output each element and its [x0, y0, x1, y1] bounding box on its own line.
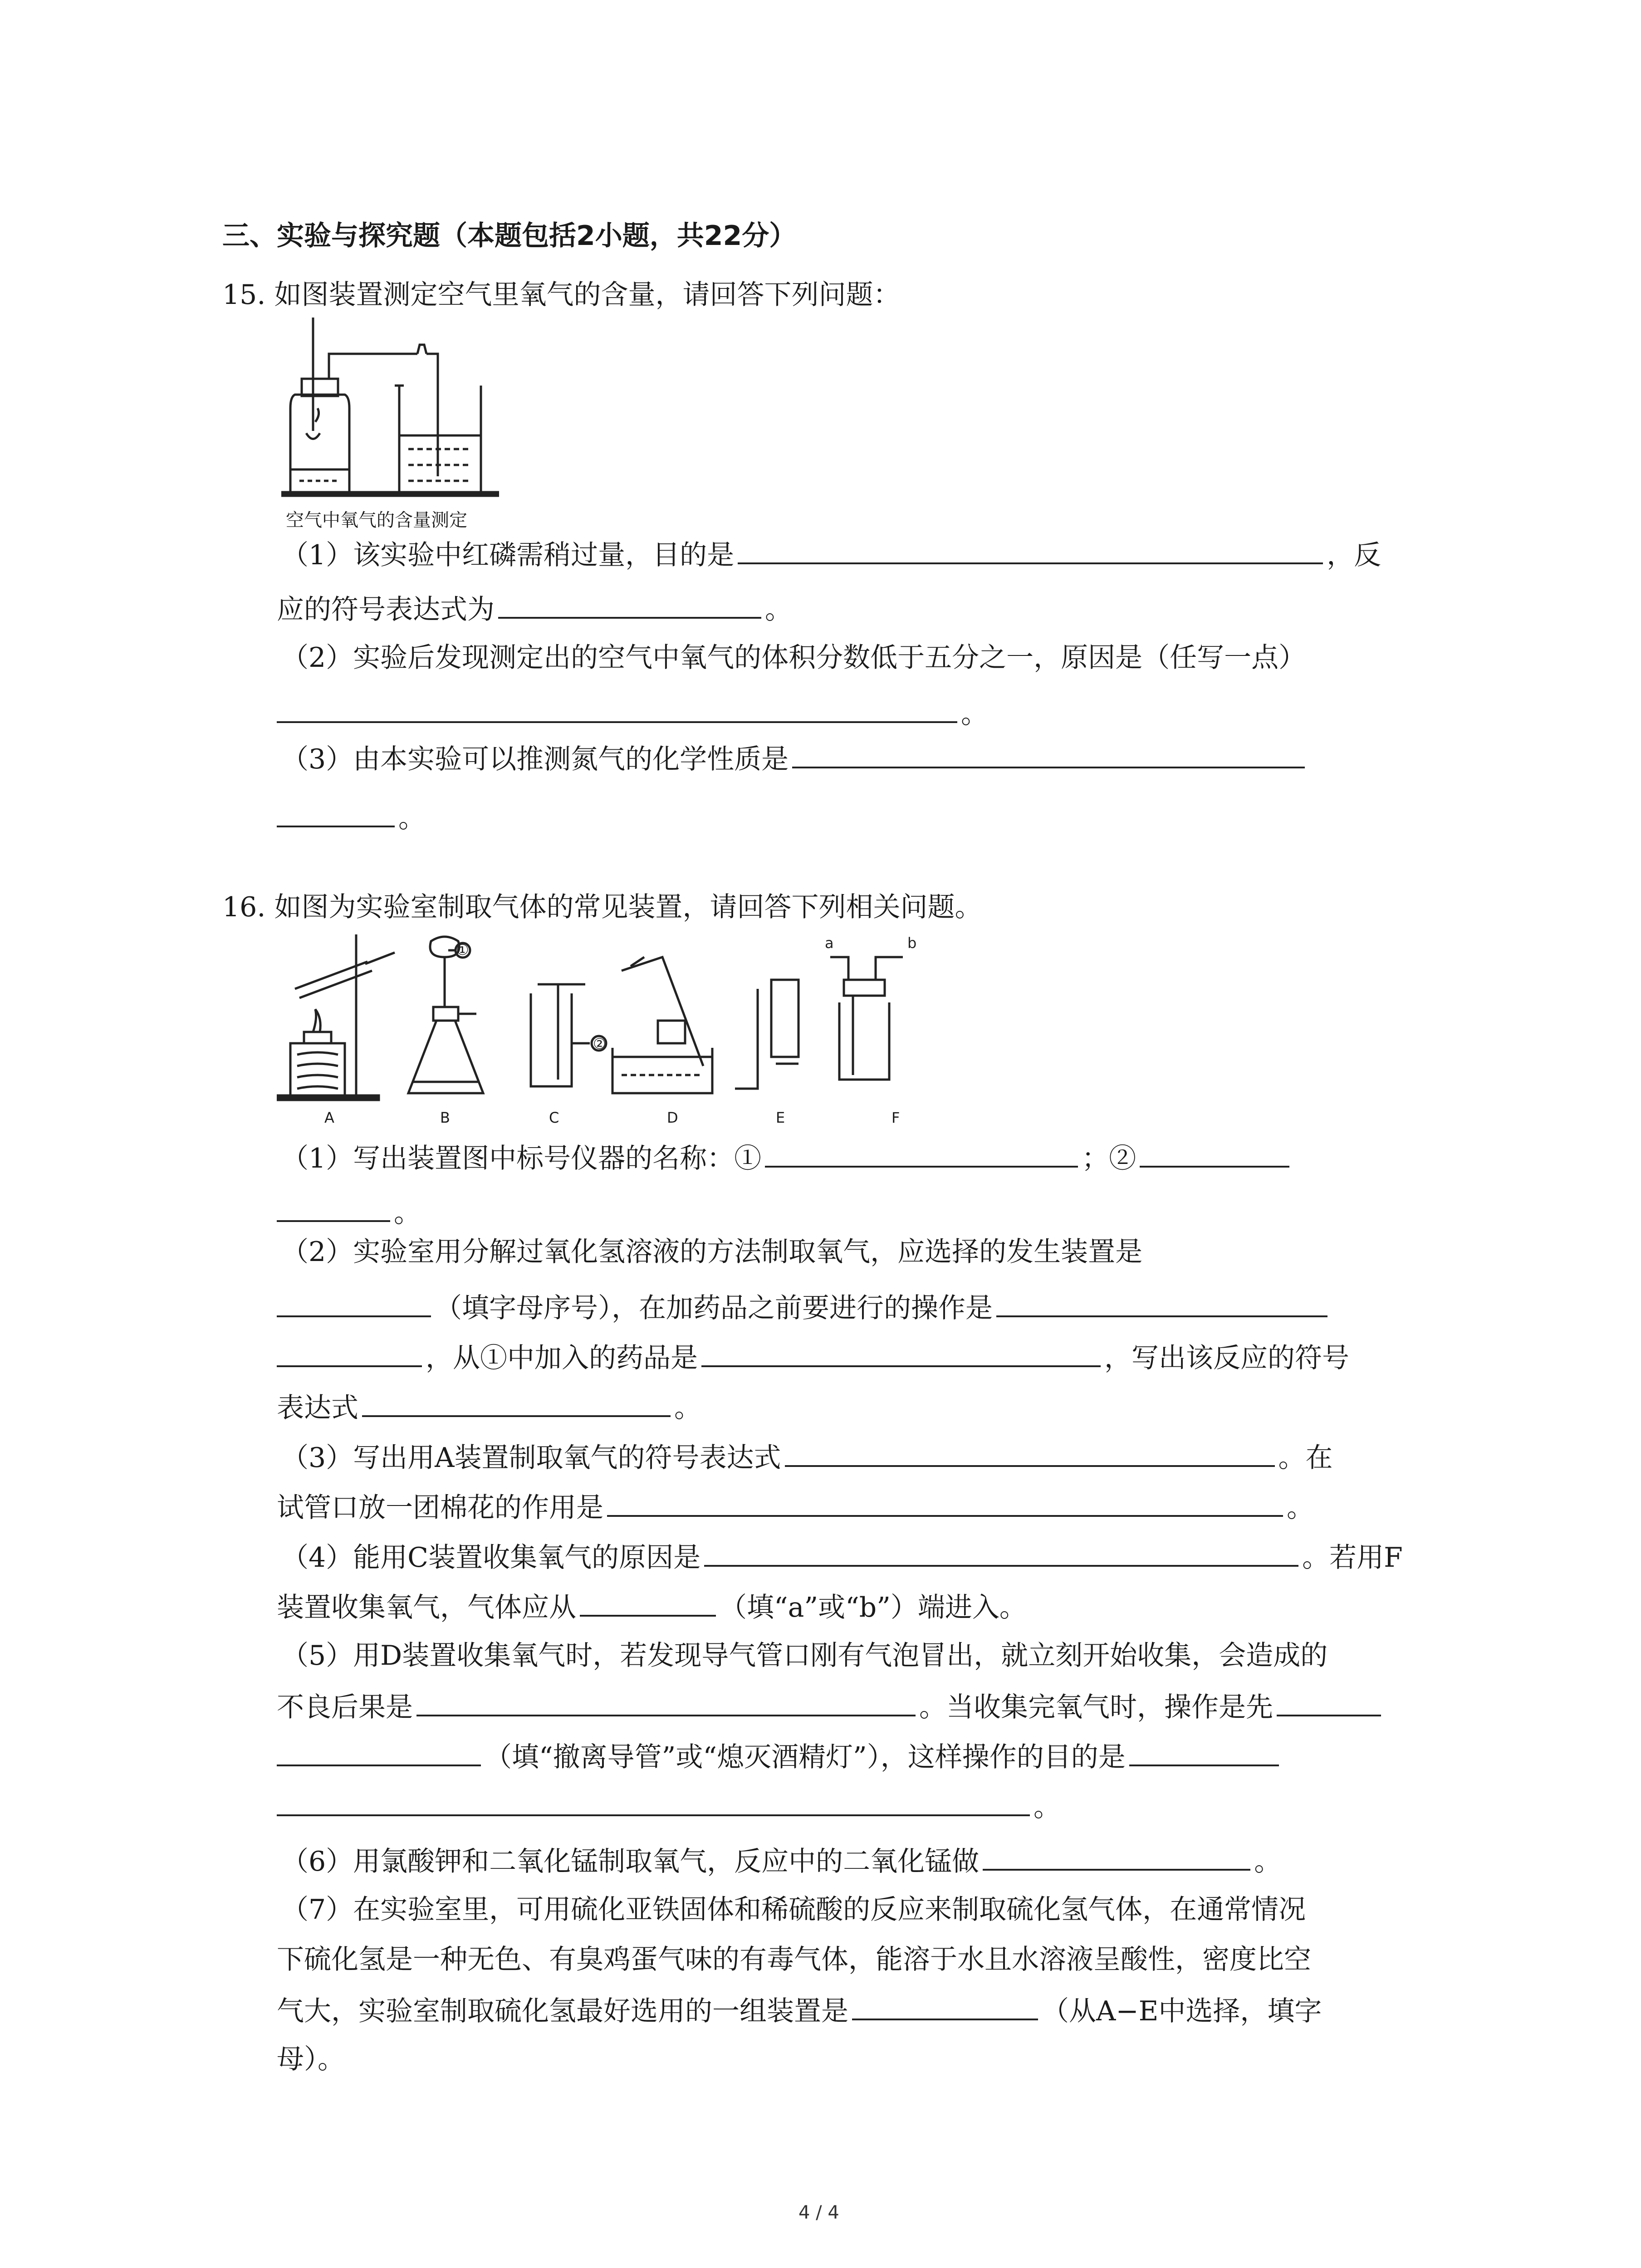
q16-part3-end: 。: [1287, 1492, 1314, 1524]
q16-part2-end: 。: [674, 1392, 701, 1424]
q15-part3-line1: [281, 739, 1308, 777]
answer-blank[interactable]: [785, 1438, 1275, 1467]
q15-part3-text: （3）由本实验可以推测氮气的化学性质是: [281, 743, 789, 775]
answer-blank[interactable]: [1277, 1687, 1381, 1716]
answer-blank[interactable]: [607, 1488, 1283, 1517]
answer-blank[interactable]: [983, 1842, 1250, 1871]
page-number: 4 / 4: [798, 2202, 839, 2223]
q16-part6-text: （6）用氯酸钾和二氧化锰制取氧气，反应中的二氧化锰做: [281, 1846, 980, 1877]
answer-blank[interactable]: [277, 1288, 431, 1317]
section-title: 三、实验与探究题（本题包括2小题，共22分）: [222, 220, 797, 252]
fig-label-e: E: [776, 1109, 785, 1126]
answer-blank[interactable]: [277, 1737, 481, 1766]
q16-part1-end: 。: [394, 1197, 421, 1229]
q15-part1-suffix: ，反: [1327, 539, 1381, 571]
q16-part4-text2: 装置收集氧气，气体应从: [277, 1592, 576, 1623]
q16-part7-line3: [277, 1991, 1322, 2029]
q16-part4-line2: [277, 1588, 1027, 1626]
answer-blank[interactable]: [277, 1338, 422, 1367]
q16-part3-line1: [281, 1438, 1333, 1476]
answer-blank[interactable]: [277, 798, 395, 827]
q16-part4-end: （填“a”或“b”）端进入。: [720, 1592, 1027, 1623]
q16-part2-line4: [277, 1388, 701, 1426]
q16-part5-line2: [277, 1687, 1385, 1725]
q15-part3-end: 。: [398, 802, 426, 834]
answer-blank[interactable]: [580, 1588, 716, 1617]
answer-blank[interactable]: [765, 1139, 1078, 1168]
port-a-label: a: [825, 934, 834, 952]
q16-part5-line3: [277, 1737, 1283, 1775]
answer-blank[interactable]: [852, 1991, 1038, 2020]
answer-blank[interactable]: [1140, 1139, 1289, 1168]
q16-part7-text4: （从A−E中选择，填字: [1042, 1995, 1322, 2027]
q16-part1-line2: [277, 1193, 421, 1231]
q16-part1-mid: ；②: [1082, 1143, 1136, 1174]
port-b-label: b: [907, 934, 917, 952]
q16-part5-text2: 不良后果是: [277, 1691, 413, 1723]
q15-part2-end: 。: [961, 698, 988, 730]
q16-part7-text3: 气大，实验室制取硫化氢最好选用的一组装置是: [277, 1995, 848, 2027]
q16-part2-text3: ，从①中加入的药品是: [426, 1342, 698, 1374]
q15-part2-line2: [277, 694, 988, 732]
answer-blank[interactable]: [701, 1338, 1101, 1367]
q15-figure-caption: 空气中氧气的含量测定: [286, 510, 467, 531]
q16-part2-text2: （填字母序号），在加药品之前要进行的操作是: [435, 1292, 993, 1324]
answer-blank[interactable]: [1129, 1737, 1279, 1766]
q16-part5-text4: （填“撤离导管”或“熄灭酒精灯”），这样操作的目的是: [485, 1741, 1126, 1773]
q16-part6-end: 。: [1254, 1846, 1282, 1877]
q15-part1-end: 。: [765, 594, 792, 626]
answer-blank[interactable]: [277, 694, 957, 723]
q15-part1-line2: [277, 590, 792, 628]
fig-label-c: C: [549, 1109, 559, 1126]
q16-part2-text4: ，写出该反应的符号: [1104, 1342, 1349, 1374]
oxygen-measurement-apparatus-figure: [281, 318, 499, 503]
answer-blank[interactable]: [362, 1388, 671, 1417]
q16-part1-text: （1）写出装置图中标号仪器的名称：①: [281, 1143, 762, 1174]
answer-blank[interactable]: [416, 1687, 916, 1716]
q15-part1-text: （1）该实验中红磷需稍过量，目的是: [281, 539, 735, 571]
fig-mark-2: ②: [593, 1035, 606, 1052]
q15-part3-line2: [277, 798, 426, 836]
fig-label-d: D: [667, 1109, 678, 1126]
fig-label-a: A: [324, 1109, 334, 1126]
fig-label-b: B: [440, 1109, 450, 1126]
gas-preparation-apparatus-figure: [277, 930, 971, 1107]
fig-mark-1: ①: [456, 941, 469, 958]
q16-part5-end: 。: [1034, 1791, 1061, 1823]
q16-part7-line1: （7）在实验室里，可用硫化亚铁固体和稀硫酸的反应来制取硫化氢气体，在通常情况: [281, 1894, 1306, 1926]
q16-part2-line1: （2）实验室用分解过氧化氢溶液的方法制取氧气，应选择的发生装置是: [281, 1236, 1143, 1268]
q15-part1-line1: [281, 535, 1381, 573]
q16-part3-mid: 。在: [1278, 1442, 1333, 1474]
q16-part5-line4: [277, 1787, 1061, 1825]
q16-part3-text2: 试管口放一团棉花的作用是: [277, 1492, 603, 1524]
answer-blank[interactable]: [792, 739, 1305, 768]
q16-part3-line2: [277, 1488, 1314, 1526]
q16-part2-line3: [277, 1338, 1349, 1376]
fig-label-f: F: [892, 1109, 900, 1126]
answer-blank[interactable]: [738, 535, 1323, 564]
answer-blank[interactable]: [498, 590, 761, 619]
q16-stem: 16. 如图为实验室制取气体的常见装置，请回答下列相关问题。: [222, 891, 982, 923]
answer-blank[interactable]: [277, 1193, 390, 1222]
q16-part5-line1: （5）用D装置收集氧气时，若发现导气管口刚有气泡冒出，就立刻开始收集，会造成的: [281, 1640, 1328, 1672]
q16-part5-text3: 。当收集完氧气时，操作是先: [919, 1691, 1273, 1723]
q16-part2-line2: [277, 1288, 1331, 1326]
q16-part4-text: （4）能用C装置收集氧气的原因是: [281, 1542, 701, 1574]
q16-part3-text: （3）写出用A装置制取氧气的符号表达式: [281, 1442, 781, 1474]
q16-part4-line1: [281, 1538, 1403, 1576]
q16-part4-mid: 。若用F: [1302, 1542, 1403, 1574]
q16-part2-text5: 表达式: [277, 1392, 358, 1424]
q15-stem: 15. 如图装置测定空气里氧气的含量，请回答下列问题：: [222, 279, 901, 311]
answer-blank[interactable]: [704, 1538, 1298, 1567]
q16-part7-line2: 下硫化氢是一种无色、有臭鸡蛋气味的有毒气体，能溶于水且水溶液呈酸性，密度比空: [277, 1944, 1311, 1975]
q16-part6-line1: [281, 1842, 1281, 1880]
q16-part1-line1: [281, 1139, 1293, 1177]
q16-part7-line4: 母）。: [277, 2043, 345, 2075]
answer-blank[interactable]: [996, 1288, 1327, 1317]
q15-part2-line1: （2）实验后发现测定出的空气中氧气的体积分数低于五分之一，原因是（任写一点）: [281, 642, 1306, 674]
q15-part1-text2: 应的符号表达式为: [277, 594, 495, 626]
answer-blank[interactable]: [277, 1787, 1030, 1816]
